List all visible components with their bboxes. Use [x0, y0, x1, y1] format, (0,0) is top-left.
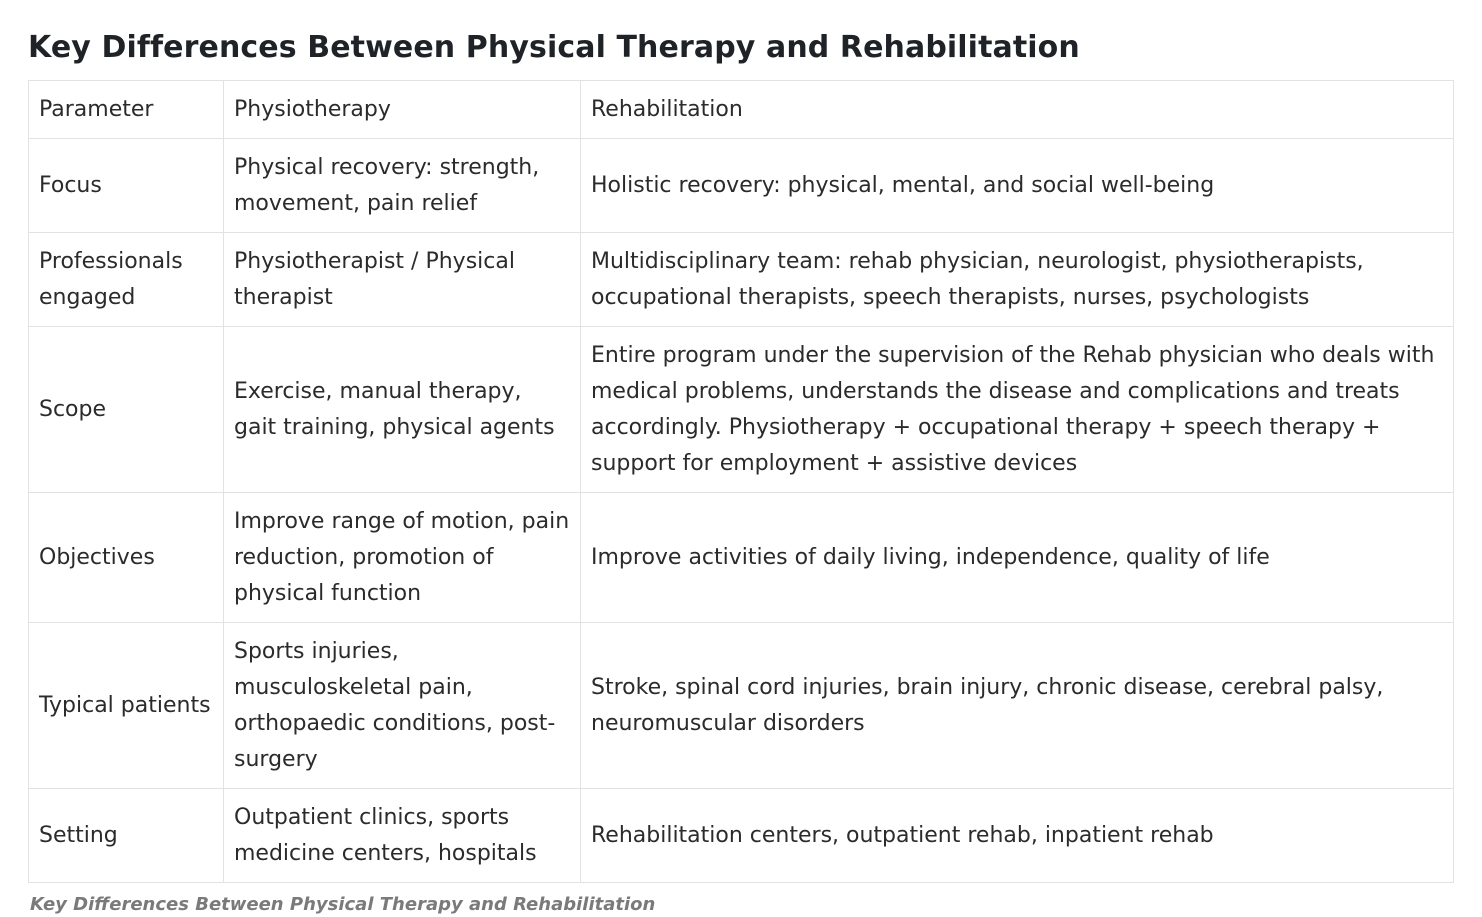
- table-caption: Key Differences Between Physical Therapy and Rehabilitation: [30, 894, 656, 915]
- row-physiotherapy-cell: Physiotherapist / Physical therapist: [224, 233, 581, 327]
- row-rehabilitation-cell: Entire program under the supervision of the Rehab physician who deals with medical problems, understands the disease and complications and treats accordingly. Physiotherapy + occupational therapy + speech therapy + support for employment + assistive devices: [581, 327, 1454, 493]
- table-header-row: [29, 81, 1454, 139]
- row-physiotherapy-cell: Sports injuries, musculoskeletal pain, orthopaedic conditions, post-surgery: [224, 623, 581, 789]
- row-physiotherapy-cell: Improve range of motion, pain reduction, promotion of physical function: [224, 493, 581, 623]
- header-cell-parameter: Parameter: [29, 81, 224, 139]
- table-row: [29, 233, 1454, 327]
- header-cell-rehabilitation: Rehabilitation: [581, 81, 1454, 139]
- row-physiotherapy-cell: Outpatient clinics, sports medicine centers, hospitals: [224, 789, 581, 883]
- table-row: [29, 327, 1454, 493]
- row-parameter-cell: Focus: [29, 139, 224, 233]
- row-rehabilitation-cell: Improve activities of daily living, independence, quality of life: [581, 493, 1454, 623]
- row-parameter-cell: Typical patients: [29, 623, 224, 789]
- row-parameter-cell: Objectives: [29, 493, 224, 623]
- row-physiotherapy-cell: Physical recovery: strength, movement, pain relief: [224, 139, 581, 233]
- table-row: [29, 789, 1454, 883]
- row-parameter-cell: Scope: [29, 327, 224, 493]
- row-parameter-cell: Professionals engaged: [29, 233, 224, 327]
- section-heading: Key Differences Between Physical Therapy and Rehabilitation: [28, 30, 1080, 65]
- table-row: [29, 623, 1454, 789]
- row-physiotherapy-cell: Exercise, manual therapy, gait training, physical agents: [224, 327, 581, 493]
- comparison-table: [28, 80, 1454, 883]
- row-parameter-cell: Setting: [29, 789, 224, 883]
- row-rehabilitation-cell: Stroke, spinal cord injuries, brain injury, chronic disease, cerebral palsy, neuromuscular disorders: [581, 623, 1454, 789]
- row-rehabilitation-cell: Holistic recovery: physical, mental, and social well-being: [581, 139, 1454, 233]
- row-rehabilitation-cell: Rehabilitation centers, outpatient rehab, inpatient rehab: [581, 789, 1454, 883]
- row-rehabilitation-cell: Multidisciplinary team: rehab physician, neurologist, physiotherapists, occupational therapists, speech therapists, nurses, psychologists: [581, 233, 1454, 327]
- table-row: [29, 493, 1454, 623]
- table-row: [29, 139, 1454, 233]
- header-cell-physiotherapy: Physiotherapy: [224, 81, 581, 139]
